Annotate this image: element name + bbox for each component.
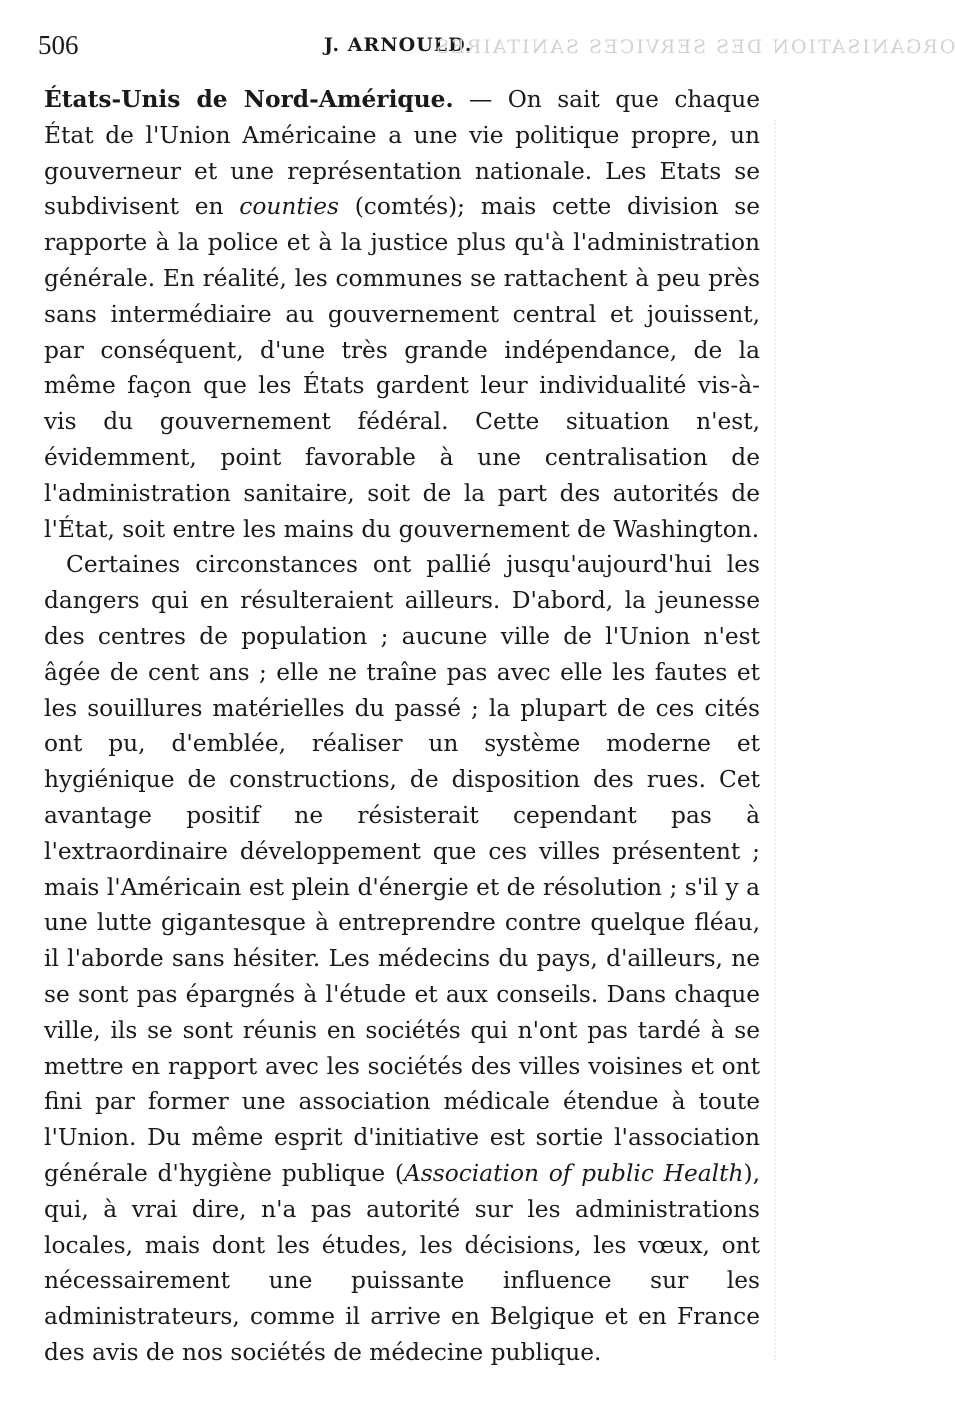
em-dash: — [453,86,508,113]
page-edge-shadow [754,120,776,1360]
running-head-author: J. ARNOULD. [324,34,473,56]
section-heading: États-Unis de Nord-Amérique. [44,86,454,113]
term-counties: counties [239,193,339,221]
body-text [44,82,760,1371]
paragraph-1-text-a: On sait que chaque État de l'Union Américaine a une vie politique propre, un gouverneur et une représentation nationale. Les Etats se subdivisent en [44,86,761,221]
paragraph-1-text-b: (comtés); mais cette division se rapporte à la police et à la justice plus qu'à l'administration générale. En réalité, les communes se rattachent à peu près sans intermédiaire au gouvernement central et jouissent, par conséquent, d'une très grande indépendance, de la même façon que les États gardent leur individualité vis-à-vis du gouvernement fédéral. Cette situation n'est, évidemment, point favorable à une centralisation de l'administration sanitaire, soit de la part des autorités de l'État, soit entre les mains du gouvernement de Washington. [44,193,760,543]
running-head [38,28,955,62]
paragraph-2 [44,547,760,1370]
term-association-public-health: Association of public Health [403,1159,744,1187]
paragraph-1 [44,82,760,547]
paragraph-2-text-b: ), qui, à vrai dire, n'a pas autorité sur les administrations locales, mais dont les études, les décisions, les vœux, ont nécessairement une puissante influence sur les administrateurs, comme il arrive en Belgique et en France des avis de nos sociétés de médecine publique. [44,1159,760,1366]
page-number: 506 [38,30,79,60]
paragraph-2-text-a: Certaines circonstances ont pallié jusqu'aujourd'hui les dangers qui en résulteraient ailleurs. D'abord, la jeunesse des centres de population ; aucune ville de l'Union n'est âgée de cent ans ; elle ne traîne pas avec elle les fautes et les souillures matérielles du passé ; la plupart de ces cités ont pu, d'emblée, réaliser un système moderne et hygiénique de constructions, de disposition des rues. Cet avantage positif ne résisterait cependant pas à l'extraordinaire développement que ces villes présentent ; mais l'Américain est plein d'énergie et de résolution ; s'il y a une lutte gigantesque à entreprendre contre quelque fléau, il l'aborde sans hésiter. Les médecins du pays, d'ailleurs, ne se sont pas épargnés à l'étude et aux conseils. Dans chaque ville, ils se sont réunis en sociétés qui n'ont pas tardé à se mettre en rapport avec les sociétés des villes voisines et ont fini par former une association médicale étendue à toute l'Union. Du même esprit d'initiative est sortie l'association générale d'hygiène publique ( [44,551,760,1187]
show-through-text: ORGANISATION DES SERVICES SANITAIRES [434,36,955,58]
book-page [38,28,955,1371]
